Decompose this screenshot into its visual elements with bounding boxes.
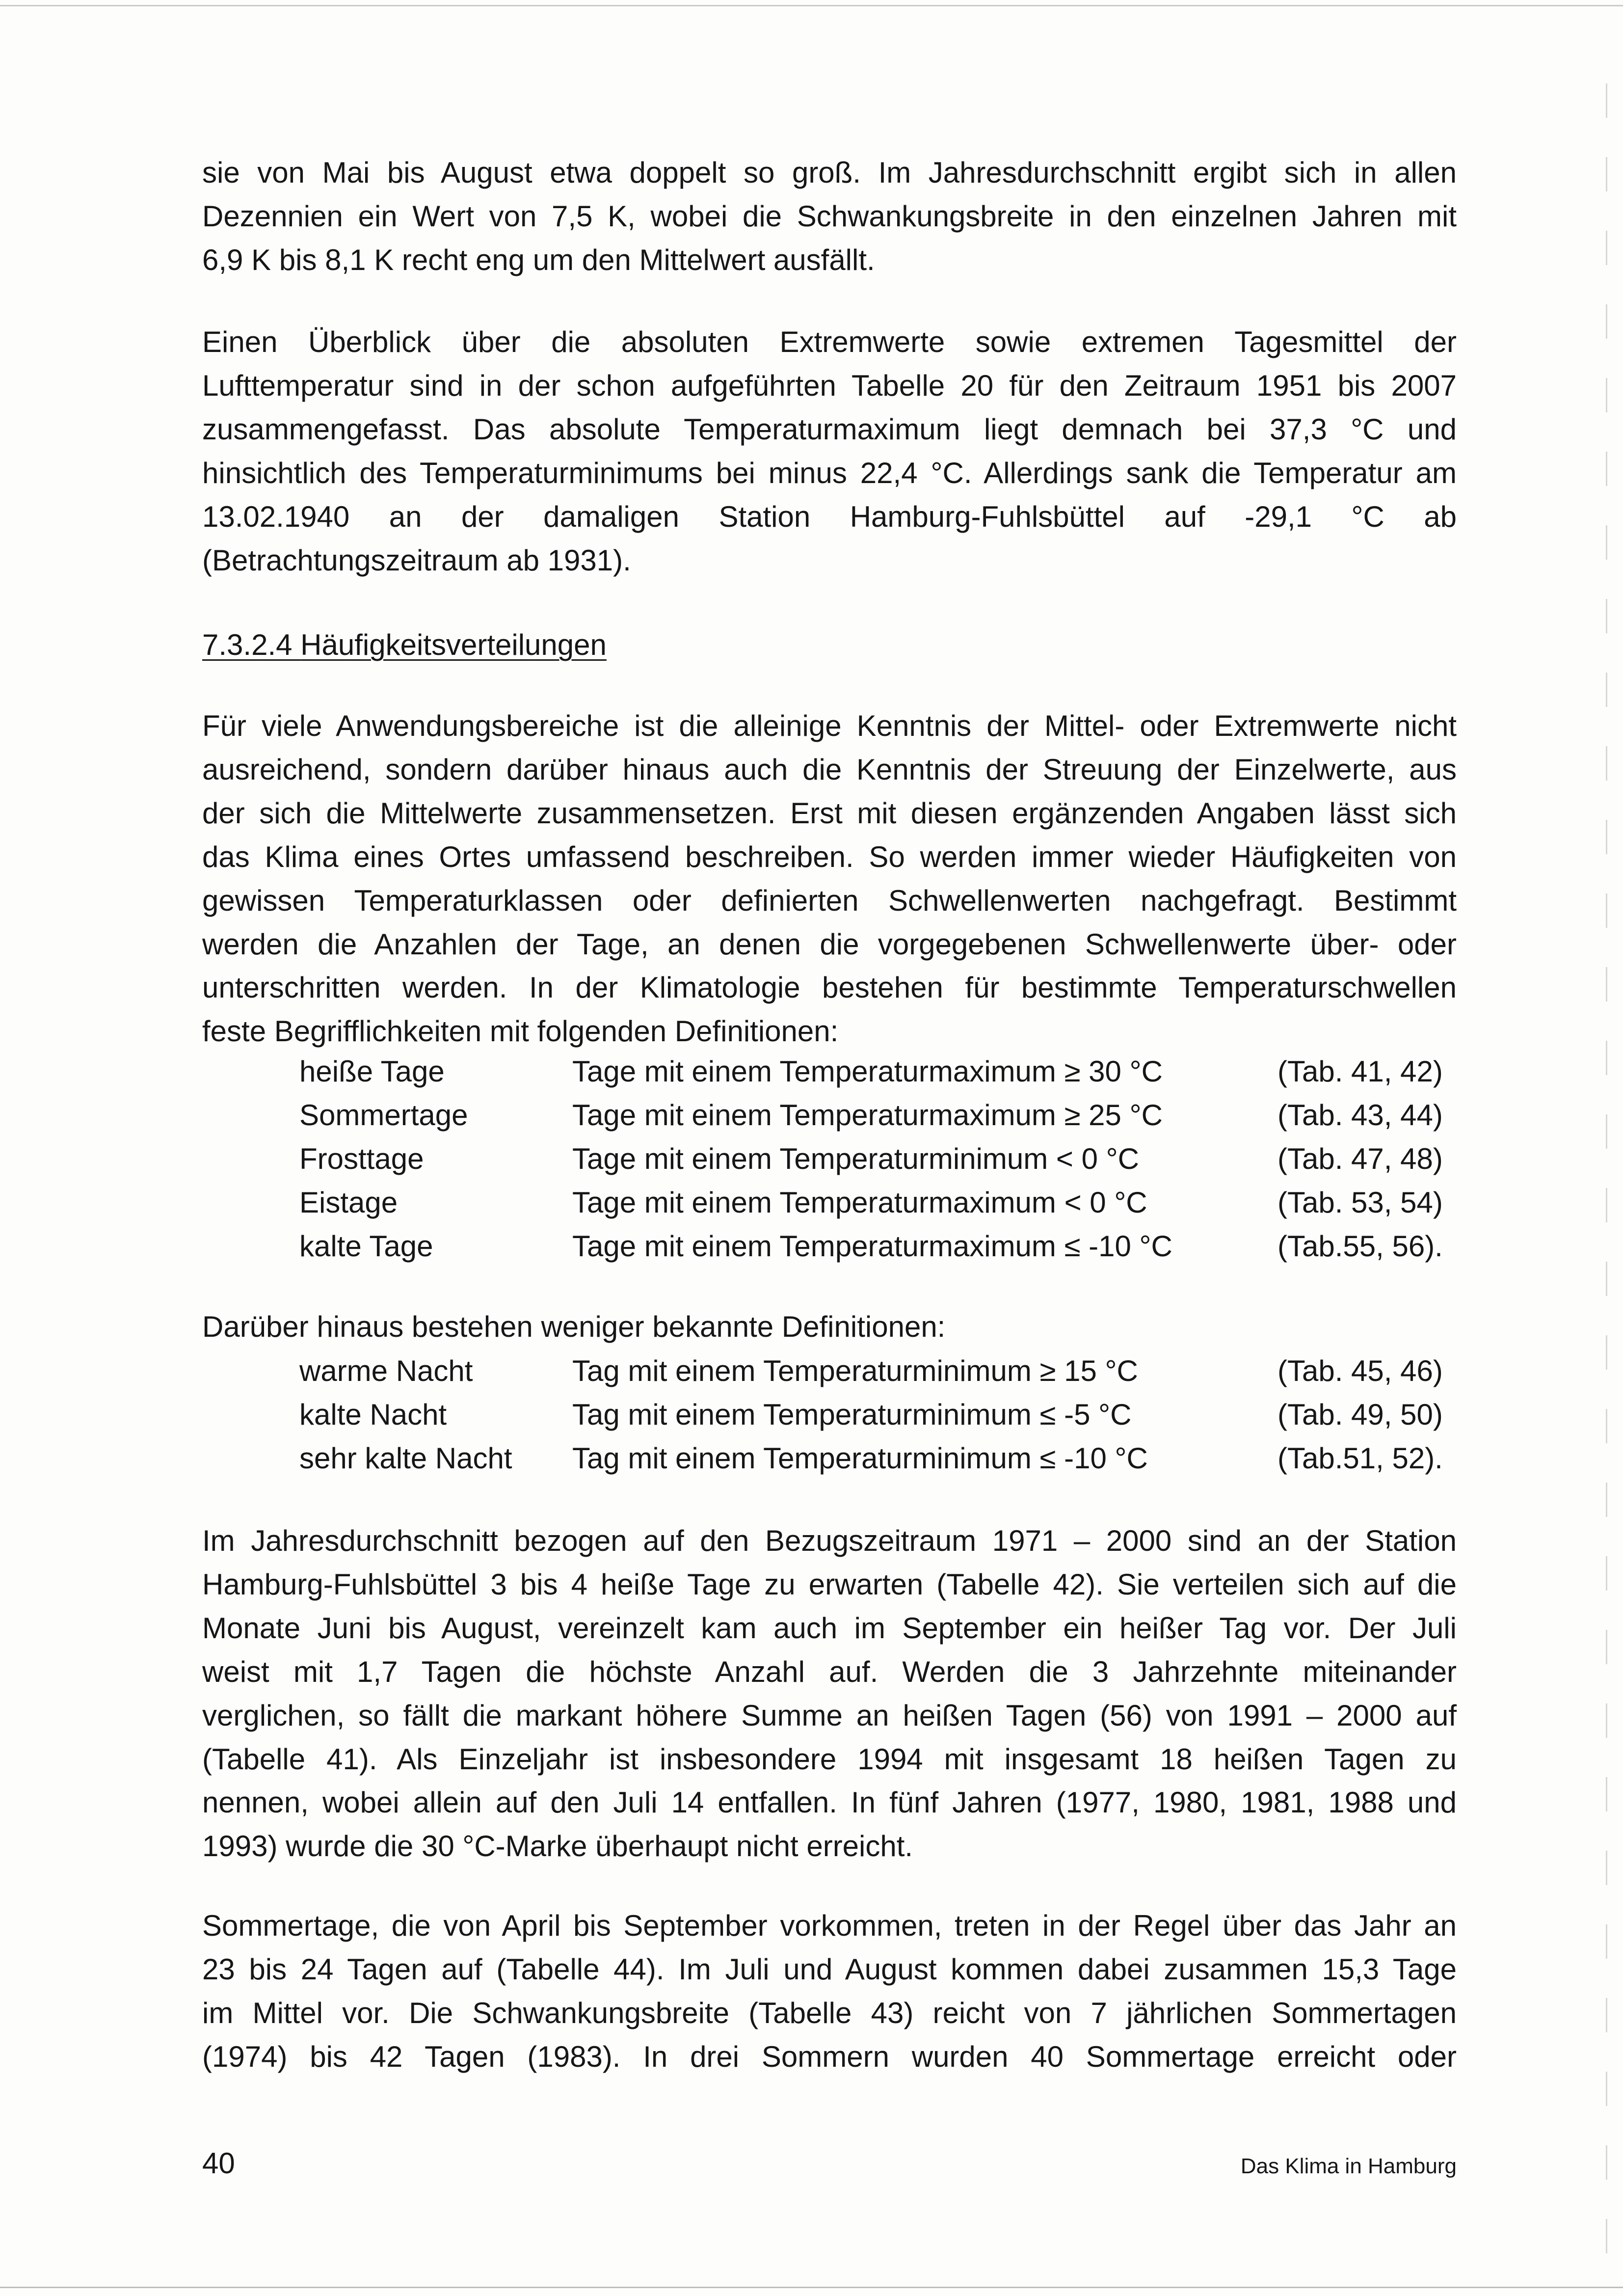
paragraph-line: Sommertage, die von April bis September vorkommen, treten in der Regel über das Jahr an — [202, 1909, 1457, 1942]
page-number: 40 — [202, 2147, 235, 2180]
definition-text: Tag mit einem Temperaturminimum ≤ -10 °C — [572, 1441, 1148, 1475]
paragraph-line: 13.02.1940 an der damaligen Station Hamburg-Fuhlsbüttel auf -29,1 °C ab — [202, 500, 1457, 533]
paragraph-line: Im Jahresdurchschnitt bezogen auf den Bezugszeitraum 1971 – 2000 sind an der Station — [202, 1524, 1457, 1557]
table-reference: (Tab. 53, 54) — [1277, 1186, 1443, 1219]
definition-list-lesser-known — [0, 1350, 1623, 1481]
page-footer — [202, 2142, 1457, 2188]
table-reference: (Tab. 47, 48) — [1277, 1142, 1443, 1175]
paragraph-2 — [202, 321, 1457, 582]
paragraph-line: im Mittel vor. Die Schwankungsbreite (Tabelle 43) reicht von 7 jährlichen Sommertagen — [202, 1996, 1457, 2029]
definition-row — [0, 1393, 1623, 1437]
definition-term: heiße Tage — [299, 1055, 445, 1088]
paragraph-5 — [202, 1904, 1457, 2079]
paragraph-line: der sich die Mittelwerte zusammensetzen. Erst mit diesen ergänzenden Angaben lässt sich — [202, 796, 1457, 830]
paragraph-line: 1993) wurde die 30 °C-Marke überhaupt nicht erreicht. — [202, 1830, 913, 1863]
paragraph-line: verglichen, so fällt die markant höhere Summe an heißen Tagen (56) von 1991 – 2000 auf — [202, 1699, 1457, 1732]
definition-row — [0, 1137, 1623, 1181]
paragraph-line: Lufttemperatur sind in der schon aufgeführten Tabelle 20 für den Zeitraum 1951 bis 2007 — [202, 369, 1457, 402]
paragraph-line: Hamburg-Fuhlsbüttel 3 bis 4 heiße Tage zu erwarten (Tabelle 42). Sie verteilen sich auf die — [202, 1567, 1457, 1601]
section-number: 7.3.2.4 — [202, 628, 293, 661]
paragraph-4 — [202, 1519, 1457, 1868]
table-reference: (Tab.55, 56). — [1277, 1229, 1443, 1263]
definition-text: Tage mit einem Temperaturmaximum ≤ -10 °C — [572, 1229, 1172, 1263]
definition-text: Tag mit einem Temperaturminimum ≥ 15 °C — [572, 1354, 1138, 1387]
scan-edge-bottom — [0, 2287, 1623, 2288]
paragraph-line: ausreichend, sondern darüber hinaus auch die Kenntnis der Streuung der Einzelwerte, aus — [202, 753, 1457, 786]
definition-term: Sommertage — [299, 1098, 468, 1132]
definition-term: warme Nacht — [299, 1354, 473, 1387]
paragraph-line: sie von Mai bis August etwa doppelt so groß. Im Jahresdurchschnitt ergibt sich in allen — [202, 156, 1457, 189]
definition-text: Tage mit einem Temperaturmaximum ≥ 25 °C — [572, 1098, 1163, 1132]
definition-row — [0, 1225, 1623, 1269]
definition-row — [0, 1181, 1623, 1225]
table-reference: (Tab. 45, 46) — [1277, 1354, 1443, 1387]
scan-edge-top — [0, 5, 1623, 6]
definition-term: kalte Nacht — [299, 1398, 447, 1431]
paragraph-line: das Klima eines Ortes umfassend beschreiben. So werden immer wieder Häufigkeiten von — [202, 840, 1457, 873]
table-reference: (Tab.51, 52). — [1277, 1441, 1443, 1475]
definition-term: Frosttage — [299, 1142, 424, 1175]
definition-term: kalte Tage — [299, 1229, 433, 1263]
definition-term: sehr kalte Nacht — [299, 1441, 512, 1475]
definition-row — [0, 1050, 1623, 1094]
paragraph-line: (Tabelle 41). Als Einzeljahr ist insbesondere 1994 mit insgesamt 18 heißen Tagen zu — [202, 1742, 1457, 1776]
paragraph-line: Monate Juni bis August, vereinzelt kam auch im September ein heißer Tag vor. Der Juli — [202, 1611, 1457, 1645]
paragraph-1 — [202, 151, 1457, 282]
definition-row — [0, 1437, 1623, 1481]
paragraph-line: 6,9 K bis 8,1 K recht eng um den Mittelwert ausfällt. — [202, 243, 875, 276]
paragraph-line: Einen Überblick über die absoluten Extremwerte sowie extremen Tagesmittel der — [202, 325, 1457, 358]
section-heading — [202, 623, 607, 667]
definition-term: Eistage — [299, 1186, 398, 1219]
definition-text: Tag mit einem Temperaturminimum ≤ -5 °C — [572, 1398, 1132, 1431]
definition-list-common — [0, 1050, 1623, 1268]
paragraph-line: hinsichtlich des Temperaturminimums bei minus 22,4 °C. Allerdings sank die Temperatur am — [202, 456, 1457, 489]
table-reference: (Tab. 43, 44) — [1277, 1098, 1443, 1132]
paragraph-line: werden die Anzahlen der Tage, an denen die vorgegebenen Schwellenwerte über- oder — [202, 927, 1457, 961]
table-reference: (Tab. 49, 50) — [1277, 1398, 1443, 1431]
running-title: Das Klima in Hamburg — [1240, 2154, 1457, 2178]
definition-intro: Darüber hinaus bestehen weniger bekannte Definitionen: — [202, 1310, 946, 1343]
table-reference: (Tab. 41, 42) — [1277, 1055, 1443, 1088]
paragraph-line: (Betrachtungszeitraum ab 1931). — [202, 543, 631, 577]
paragraph-line: Für viele Anwendungsbereiche ist die alleinige Kenntnis der Mittel- oder Extremwerte nicht — [202, 709, 1457, 742]
paragraph-line: zusammengefasst. Das absolute Temperaturmaximum liegt demnach bei 37,3 °C und — [202, 412, 1457, 446]
paragraph-line: 23 bis 24 Tagen auf (Tabelle 44). Im Juli und August kommen dabei zusammen 15,3 Tage — [202, 1952, 1457, 1986]
definition-text: Tage mit einem Temperaturmaximum ≥ 30 °C — [572, 1055, 1163, 1088]
paragraph-line: unterschritten werden. In der Klimatologie bestehen für bestimmte Temperaturschwellen — [202, 971, 1457, 1004]
paragraph-line: feste Begrifflichkeiten mit folgenden Definitionen: — [202, 1015, 839, 1048]
section-title: Häufigkeitsverteilungen — [300, 628, 607, 661]
definition-row — [0, 1094, 1623, 1137]
definition-row — [0, 1350, 1623, 1393]
definition-text: Tage mit einem Temperaturmaximum < 0 °C — [572, 1186, 1147, 1219]
paragraph-line: weist mit 1,7 Tagen die höchste Anzahl auf. Werden die 3 Jahrzehnte miteinander — [202, 1655, 1457, 1688]
paragraph-line: Dezennien ein Wert von 7,5 K, wobei die Schwankungsbreite in den einzelnen Jahren mit — [202, 199, 1457, 233]
paragraph-3 — [202, 704, 1457, 1053]
paragraph-line: (1974) bis 42 Tagen (1983). In drei Sommern wurden 40 Sommertage erreicht oder — [202, 2040, 1457, 2073]
paragraph-line: gewissen Temperaturklassen oder definierten Schwellenwerten nachgefragt. Bestimmt — [202, 884, 1457, 917]
definition-text: Tage mit einem Temperaturminimum < 0 °C — [572, 1142, 1139, 1175]
paragraph-line: nennen, wobei allein auf den Juli 14 entfallen. In fünf Jahren (1977, 1980, 1981, 1988 und — [202, 1786, 1457, 1819]
